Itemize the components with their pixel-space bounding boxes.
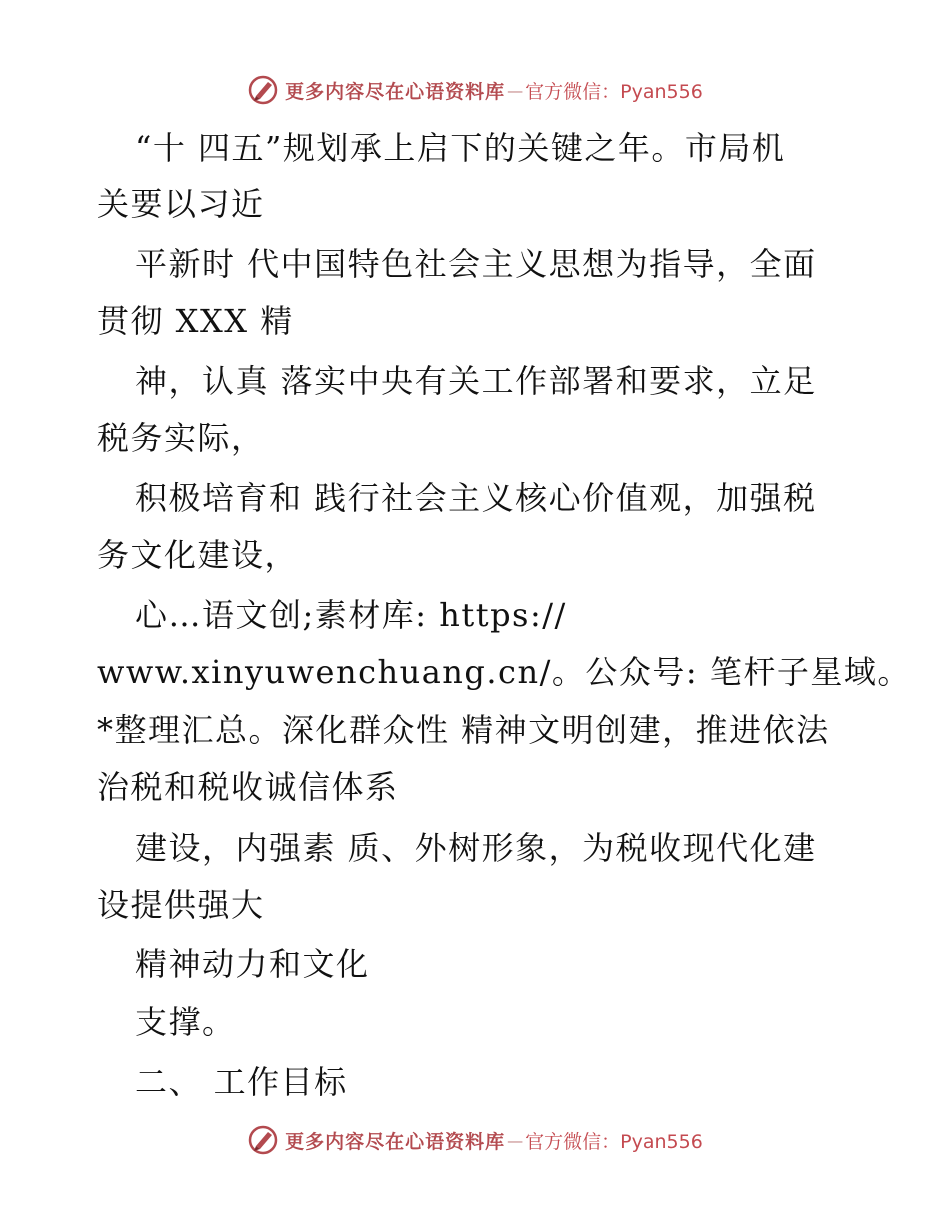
header-banner	[0, 70, 950, 110]
banner-dash: —	[507, 80, 524, 100]
text-line: 平新时 代中国特色社会主义思想为指导，全面	[135, 245, 817, 283]
text-line: *整理汇总。深化群众性 精神文明创建，推进依法	[97, 711, 830, 749]
banner-left-text: 更多内容尽在心语资料库	[285, 80, 506, 103]
text-line: 支撑。	[135, 1003, 236, 1041]
text-line: 神，认真 落实中央有关工作部署和要求，立足	[135, 362, 817, 400]
text-line: 积极培育和 践行社会主义核心价值观，加强税	[135, 479, 817, 517]
text-line: www.xinyuwenchuang.cn/。公众号: 笔杆子星域。	[97, 653, 911, 691]
text-line: 精神动力和文化	[135, 945, 370, 983]
text-line: 建设，内强素 质、外树形象，为税收现代化建	[135, 829, 817, 867]
text-line: 关要以习近	[97, 185, 265, 223]
text-line: 治税和税收诚信体系	[97, 768, 399, 806]
banner-wechat-text: 官方微信：Pyan556	[525, 80, 703, 103]
text-line: 税务实际，	[97, 419, 265, 457]
banner-dash: —	[507, 1130, 524, 1150]
text-line: 心…语文创;素材库: https://	[135, 596, 567, 634]
text-line: “十 四五”规划承上启下的关键之年。市局机	[135, 129, 786, 167]
footer-banner	[0, 1120, 950, 1160]
banner-wechat-text: 官方微信：Pyan556	[525, 1130, 703, 1153]
text-line: 设提供强大	[97, 886, 265, 924]
pen-logo-icon	[247, 74, 279, 106]
pen-logo-icon	[247, 1124, 279, 1156]
text-line: 贯彻 XXX 精	[97, 302, 294, 340]
text-line: 务文化建设，	[97, 536, 299, 574]
section-heading: 二、 工作目标	[135, 1063, 348, 1101]
banner-left-text: 更多内容尽在心语资料库	[285, 1130, 506, 1153]
